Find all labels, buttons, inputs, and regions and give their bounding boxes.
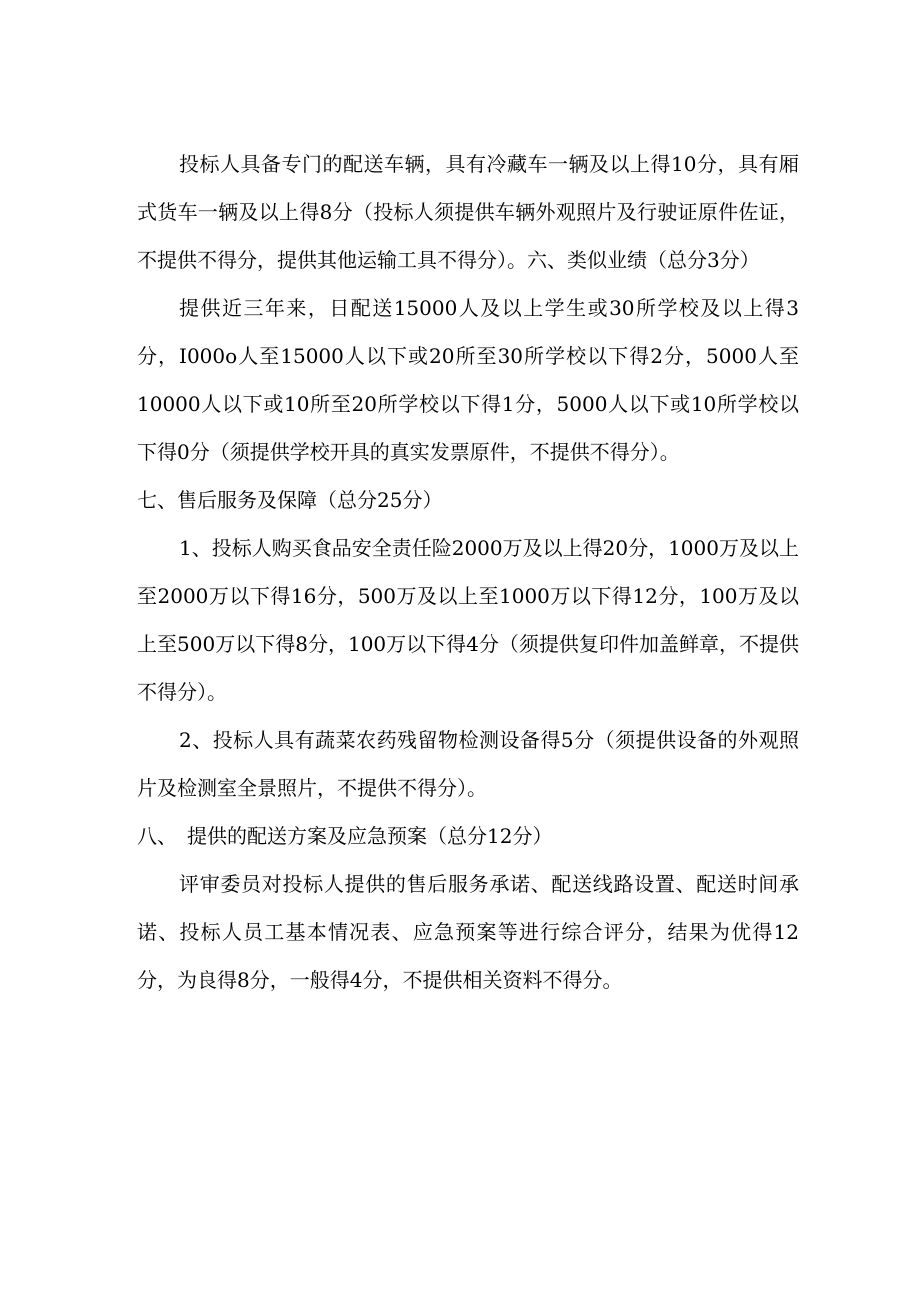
paragraph-insurance: 1、投标人购买食品安全责任险2000万及以上得20分，1000万及以上至2000万以下得16分，500万及以上至1000万以下得12分，100万及以上至500万以下得8分，100万以下得4分（须提供复印件加盖鲜章，不提供不得分）。 [137, 536, 799, 704]
document-body [137, 140, 799, 1004]
section-heading-after-sales: 七、售后服务及保障（总分25分） [137, 488, 443, 512]
section-heading-delivery-plan: 八、 提供的配送方案及应急预案（总分12分） [137, 824, 553, 848]
paragraph-evaluation: 评审委员对投标人提供的售后服务承诺、配送线路设置、配送时间承诺、投标人员工基本情况表、应急预案等进行综合评分，结果为优得12分，为良得8分，一般得4分，不提供相关资料不得分。 [137, 872, 799, 992]
paragraph-vehicles: 投标人具备专门的配送车辆，具有冷藏车一辆及以上得10分，具有厢式货车一辆及以上得8分（投标人须提供车辆外观照片及行驶证原件佐证，不提供不得分，提供其他运输工具不得分）。六、类似业绩（总分3分） [137, 152, 799, 272]
paragraph-similar-performance: 提供近三年来，日配送15000人及以上学生或30所学校及以上得3分，I000o人至15000人以下或20所至30所学校以下得2分，5000人至10000人以下或10所至20所学校以下得1分，5000人以下或10所学校以下得0分（须提供学校开具的真实发票原件，不提供不得分）。 [137, 296, 799, 464]
paragraph-pesticide-testing: 2、投标人具有蔬菜农药残留物检测设备得5分（须提供设备的外观照片及检测室全景照片，不提供不得分）。 [137, 728, 799, 800]
